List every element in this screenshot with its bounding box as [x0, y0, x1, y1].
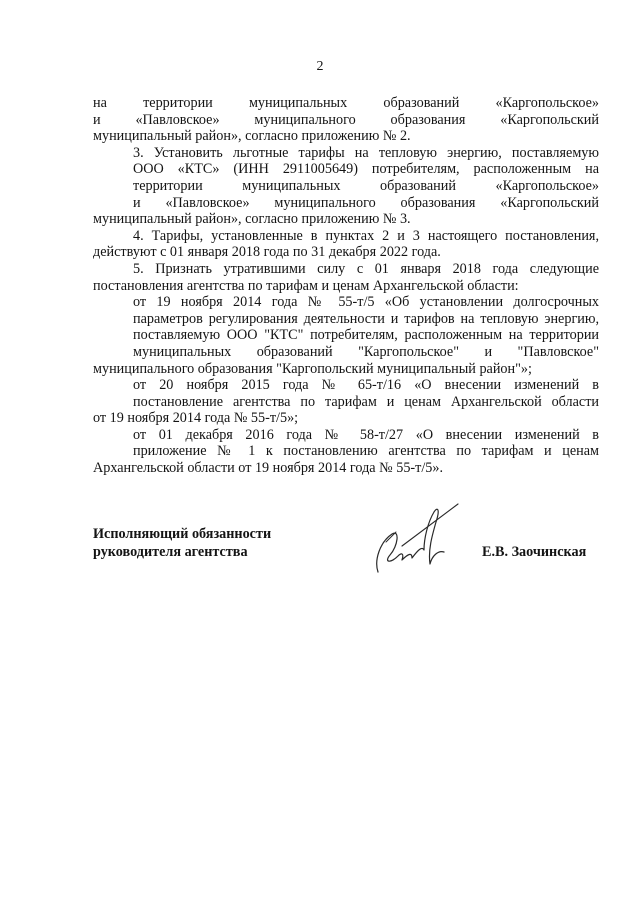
text-line: и «Павловское» муниципального образования «Каргопольский [93, 111, 599, 128]
paragraph [93, 427, 599, 477]
text-line: от 01 декабря 2016 года № 58-т/27 «О внесении изменений в [133, 426, 599, 443]
paragraph [93, 261, 599, 294]
paragraph [93, 95, 599, 145]
text-line: Архангельской области от 19 ноября 2014 года № 55-т/5». [93, 460, 444, 477]
paragraph [93, 294, 599, 377]
text-line: территории муниципальных образований «Каргопольское» [133, 177, 599, 194]
page-number: 2 [316, 59, 324, 74]
text-line: приложение № 1 к постановлению агентства по тарифам и ценам [133, 443, 599, 460]
document-body [93, 95, 599, 477]
text-line: 5. Признать утратившими силу с 01 января 2018 года следующие [133, 260, 599, 277]
text-line: муниципального образования "Каргопольский муниципальный район"»; [93, 360, 532, 377]
signatory-title-line-1: Исполняющий обязанности [93, 526, 272, 542]
paragraph [93, 228, 599, 261]
text-line: на территории муниципальных образований «Каргопольское» [93, 95, 599, 111]
text-line: и «Павловское» муниципального образования «Каргопольский [133, 194, 599, 211]
text-line: ООО «КТС» (ИНН 2911005649) потребителям, расположенным на [133, 161, 599, 178]
text-line: поставляемую ООО "КТС" потребителям, расположенным на территории [133, 327, 599, 344]
signatory-name: Е.В. Заочинская [482, 544, 587, 560]
text-line: постановления агентства по тарифам и ценам Архангельской области: [93, 277, 519, 294]
handwritten-signature [368, 498, 460, 580]
text-line: от 20 ноября 2015 года № 65-т/16 «О внесении изменений в [133, 377, 599, 394]
text-line: муниципальных образований "Каргопольское" и "Павловское" [133, 343, 599, 360]
text-line: муниципальный район», согласно приложению № 2. [93, 128, 411, 145]
text-line: муниципальный район», согласно приложению № 3. [93, 211, 411, 228]
paragraph [93, 377, 599, 427]
text-line: 4. Тарифы, установленные в пунктах 2 и 3 настоящего постановления, [133, 227, 599, 244]
text-line: постановление агентства по тарифам и ценам Архангельской области [133, 393, 599, 410]
text-line: от 19 ноября 2014 года № 55-т/5 «Об установлении долгосрочных [133, 294, 599, 311]
text-line: действуют с 01 января 2018 года по 31 декабря 2022 года. [93, 244, 441, 261]
text-line: от 19 ноября 2014 года № 55-т/5»; [93, 410, 299, 427]
text-line: параметров регулирования деятельности и тарифов на тепловую энергию, [133, 310, 599, 327]
signatory-title-line-2: руководителя агентства [93, 544, 248, 560]
signatory-title [93, 525, 271, 561]
paragraph [93, 145, 599, 228]
text-line: 3. Установить льготные тарифы на тепловую энергию, поставляемую [133, 144, 599, 161]
